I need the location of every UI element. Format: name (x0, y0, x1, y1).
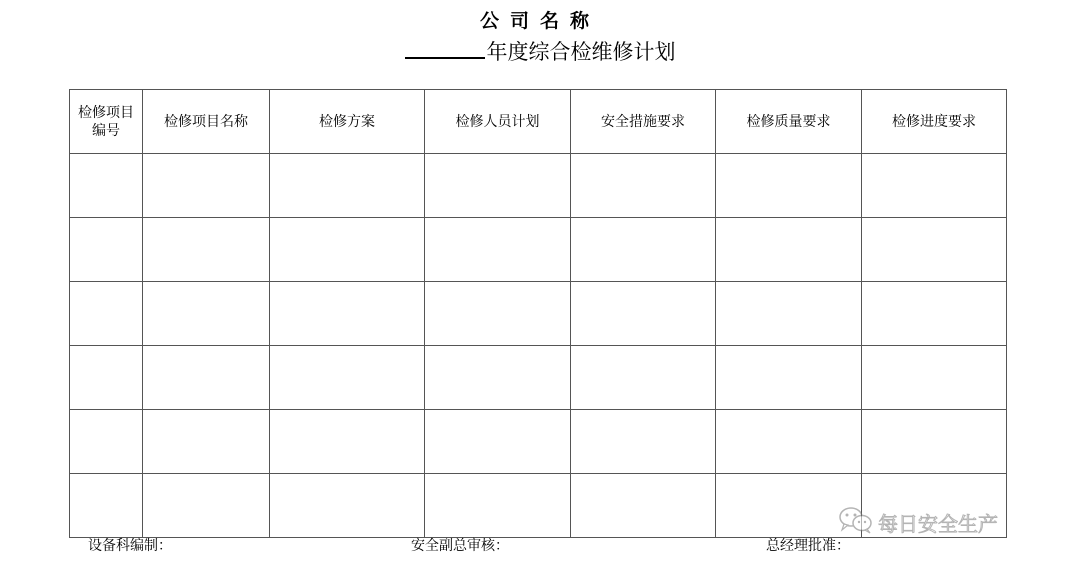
header-plan: 检修方案 (270, 90, 425, 154)
table-cell (270, 218, 425, 282)
table-cell (716, 410, 862, 474)
table-cell (70, 346, 143, 410)
maintenance-plan-table (69, 89, 1007, 538)
table-cell (571, 474, 716, 538)
table-cell (571, 410, 716, 474)
table-cell (862, 410, 1007, 474)
table-cell (862, 346, 1007, 410)
table-cell (70, 410, 143, 474)
table-cell (270, 282, 425, 346)
header-item-number: 检修项目编号 (70, 90, 143, 154)
wechat-icon (838, 505, 874, 539)
header-personnel: 检修人员计划 (425, 90, 571, 154)
table-cell (143, 410, 270, 474)
table-row (70, 154, 1007, 218)
table-cell (571, 154, 716, 218)
table-cell (716, 282, 862, 346)
footer-prepared-by: 设备科编制： (88, 538, 172, 554)
table-cell (143, 346, 270, 410)
table-cell (143, 218, 270, 282)
header-safety: 安全措施要求 (571, 90, 716, 154)
table-cell (143, 282, 270, 346)
table-cell (571, 218, 716, 282)
table-cell (862, 218, 1007, 282)
footer-approved-by: 总经理批准： (766, 538, 850, 554)
table-row (70, 282, 1007, 346)
table-cell (571, 282, 716, 346)
header-item-name: 检修项目名称 (143, 90, 270, 154)
footer-reviewed-by: 安全副总审核： (411, 538, 509, 554)
table-cell (425, 218, 571, 282)
table-cell (70, 218, 143, 282)
table-row (70, 410, 1007, 474)
header-schedule: 检修进度要求 (862, 90, 1007, 154)
table-cell (143, 154, 270, 218)
plan-title-text: 年度综合检维修计划 (486, 40, 676, 64)
table-cell (270, 474, 425, 538)
table-cell (270, 410, 425, 474)
table-cell (716, 346, 862, 410)
table-cell (270, 346, 425, 410)
table-row (70, 346, 1007, 410)
plan-title (0, 37, 1080, 66)
header-quality: 检修质量要求 (716, 90, 862, 154)
table-row (70, 218, 1007, 282)
table-cell (143, 474, 270, 538)
table-cell (425, 410, 571, 474)
table-cell (425, 282, 571, 346)
table-cell (70, 154, 143, 218)
header-row (70, 90, 1007, 154)
watermark (838, 504, 998, 540)
watermark-text: 每日安全生产 (878, 511, 998, 536)
table-cell (716, 154, 862, 218)
table-cell (862, 282, 1007, 346)
table-cell (70, 474, 143, 538)
table-cell (425, 154, 571, 218)
table-cell (270, 154, 425, 218)
table-cell (70, 282, 143, 346)
table-cell (571, 346, 716, 410)
table-cell (862, 154, 1007, 218)
company-name: 公司名称 (479, 10, 600, 32)
table-cell (716, 218, 862, 282)
table-cell (425, 474, 571, 538)
year-blank-line (405, 37, 485, 59)
table-cell (425, 346, 571, 410)
